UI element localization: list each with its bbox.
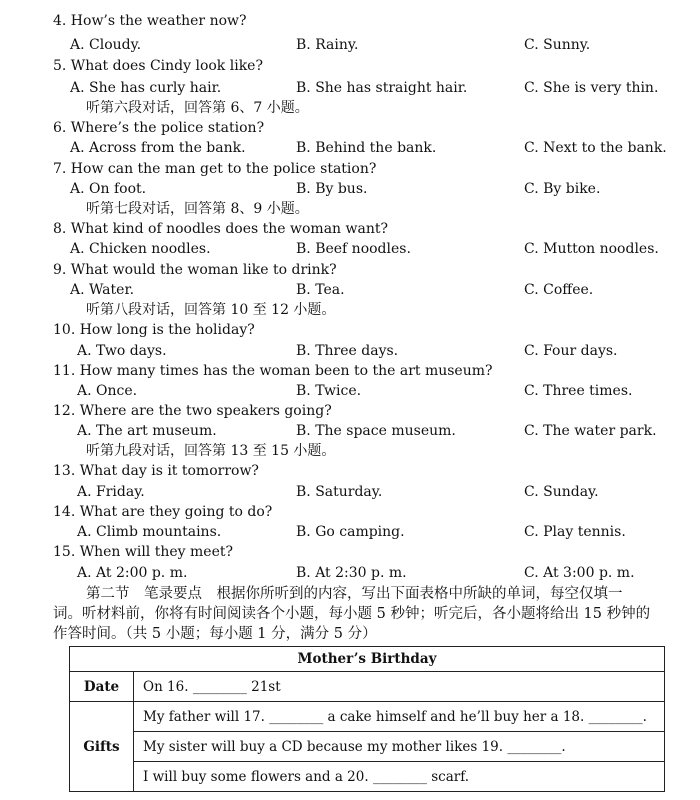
q7-option-c: C. By bike. <box>524 181 601 197</box>
section2-instruction-line3: 作答时间。（共 5 小题；每小题 1 分，满分 5 分） <box>53 626 377 642</box>
q9-option-a: A. Water. <box>70 282 135 298</box>
q4-option-b: B. Rainy. <box>296 37 359 53</box>
q13-option-b: B. Saturday. <box>296 484 383 500</box>
q12-option-a: A. The art museum. <box>77 423 217 439</box>
q15-option-c: C. At 3:00 p. m. <box>524 565 635 581</box>
question-8: 8. What kind of noodles does the woman want? <box>53 221 388 237</box>
q8-option-c: C. Mutton noodles. <box>524 241 659 257</box>
gifts-label: Gifts <box>70 702 134 792</box>
q4-option-a: A. Cloudy. <box>70 37 142 53</box>
q11-option-a: A. Once. <box>77 383 138 399</box>
q8-option-b: B. Beef noodles. <box>296 241 411 257</box>
date-cell: On 16. ________ 21st <box>134 672 665 702</box>
q10-option-c: C. Four days. <box>524 343 618 359</box>
question-13: 13. What day is it tomorrow? <box>53 463 259 479</box>
date-label: Date <box>70 672 134 702</box>
question-10: 10. How long is the holiday? <box>53 322 255 338</box>
table-title: Mother’s Birthday <box>70 647 665 672</box>
instruction-dialogue-8: 听第八段对话，回答第 10 至 12 小题。 <box>86 302 336 318</box>
q14-option-c: C. Play tennis. <box>524 524 626 540</box>
gift-row-father: My father will 17. ________ a cake himself and he’ll buy her a 18. ________. <box>134 702 665 732</box>
q6-option-c: C. Next to the bank. <box>524 140 667 156</box>
q4-option-c: C. Sunny. <box>524 37 591 53</box>
gift-row-me: I will buy some flowers and a 20. ________ scarf. <box>134 762 665 792</box>
question-11: 11. How many times has the woman been to the art museum? <box>53 363 493 379</box>
q5-option-c: C. She is very thin. <box>524 80 659 96</box>
q9-option-b: B. Tea. <box>296 282 345 298</box>
question-7: 7. How can the man get to the police station? <box>53 161 377 177</box>
question-12: 12. Where are the two speakers going? <box>53 403 332 419</box>
section2-instruction-line1: 第二节 笔录要点 根据你所听到的内容，写出下面表格中所缺的单词，每空仅填一 <box>86 586 623 602</box>
q6-option-a: A. Across from the bank. <box>70 140 246 156</box>
q8-option-a: A. Chicken noodles. <box>70 241 211 257</box>
question-14: 14. What are they going to do? <box>53 504 273 520</box>
q5-option-b: B. She has straight hair. <box>296 80 468 96</box>
q12-option-b: B. The space museum. <box>296 423 456 439</box>
q10-option-a: A. Two days. <box>77 343 167 359</box>
q13-option-a: A. Friday. <box>77 484 145 500</box>
q12-option-c: C. The water park. <box>524 423 657 439</box>
question-6: 6. Where’s the police station? <box>53 120 265 136</box>
q15-option-a: A. At 2:00 p. m. <box>77 565 188 581</box>
q9-option-c: C. Coffee. <box>524 282 594 298</box>
q5-option-a: A. She has curly hair. <box>70 80 222 96</box>
q11-option-b: B. Twice. <box>296 383 362 399</box>
instruction-dialogue-7: 听第七段对话，回答第 8、9 小题。 <box>86 201 309 217</box>
instruction-dialogue-9: 听第九段对话，回答第 13 至 15 小题。 <box>86 443 336 459</box>
question-15: 15. When will they meet? <box>53 544 234 560</box>
q11-option-c: C. Three times. <box>524 383 633 399</box>
q6-option-b: B. Behind the bank. <box>296 140 437 156</box>
section2-instruction-line2: 词。听材料前，你将有时间阅读各个小题，每小题 5 秒钟；听完后，各小题将给出 15 秒钟的 <box>53 606 651 622</box>
birthday-notes-table <box>69 646 665 792</box>
q7-option-a: A. On foot. <box>70 181 147 197</box>
q14-option-a: A. Climb mountains. <box>77 524 222 540</box>
question-5: 5. What does Cindy look like? <box>53 58 263 74</box>
q13-option-c: C. Sunday. <box>524 484 599 500</box>
q7-option-b: B. By bus. <box>296 181 368 197</box>
gift-row-sister: My sister will buy a CD because my mother likes 19. ________. <box>134 732 665 762</box>
q14-option-b: B. Go camping. <box>296 524 405 540</box>
q10-option-b: B. Three days. <box>296 343 399 359</box>
instruction-dialogue-6: 听第六段对话，回答第 6、7 小题。 <box>86 100 309 116</box>
q15-option-b: B. At 2:30 p. m. <box>296 565 407 581</box>
question-4: 4. How’s the weather now? <box>53 13 247 29</box>
question-9: 9. What would the woman like to drink? <box>53 262 337 278</box>
